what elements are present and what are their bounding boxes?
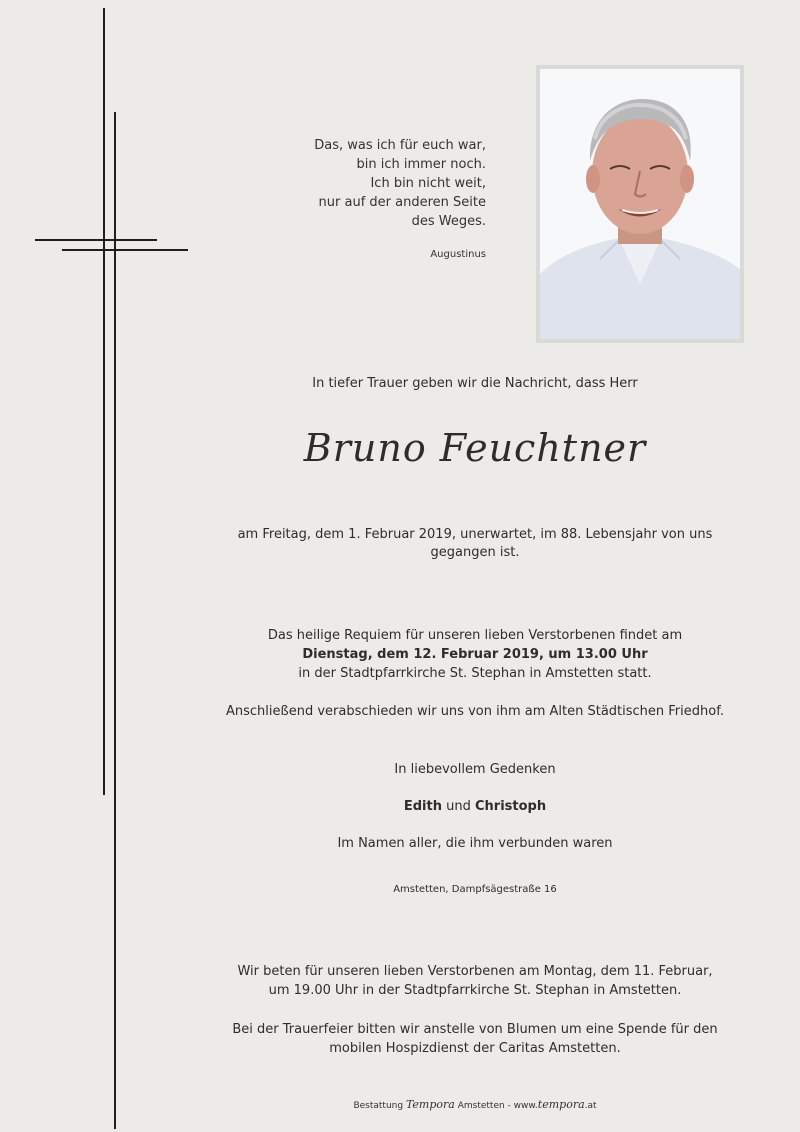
- quote-line: Ich bin nicht weit,: [370, 176, 486, 191]
- family-name-2: Christoph: [475, 799, 547, 814]
- portrait-photo: [540, 69, 740, 339]
- cross-vertical-line-right: [114, 112, 116, 1129]
- prayer-info: [150, 962, 800, 1000]
- death-notice: [150, 526, 800, 562]
- donation-line: mobilen Hospizdienst der Caritas Amstetten.: [329, 1041, 621, 1056]
- deceased-name: Bruno Feuchtner: [303, 426, 647, 470]
- cross-horizontal-line-upper: [35, 239, 157, 241]
- footer-domain: tempora: [537, 1098, 585, 1111]
- in-name-text: Im Namen aller, die ihm verbunden waren: [337, 836, 613, 851]
- family-address: Amstetten, Dampfsägestraße 16: [393, 884, 557, 895]
- family-names: [150, 797, 800, 816]
- funeral-home-footer: [150, 1098, 800, 1111]
- family-conjunction: und: [446, 799, 471, 814]
- prayer-line: um 19.00 Uhr in der Stadtpfarrkirche St. Stephan in Amstetten.: [268, 983, 682, 998]
- cross-horizontal-line-lower: [62, 249, 188, 251]
- requiem-line: in der Stadtpfarrkirche St. Stephan in Amstetten statt.: [298, 666, 652, 681]
- quote-line: des Weges.: [411, 214, 486, 229]
- donation-info: [150, 1020, 800, 1058]
- prayer-line: Wir beten für unseren lieben Verstorbenen am Montag, dem 11. Februar,: [237, 964, 713, 979]
- donation-line: Bei der Trauerfeier bitten wir anstelle von Blumen um eine Spende für den: [232, 1022, 718, 1037]
- requiem-line: Das heilige Requiem für unseren lieben Verstorbenen findet am: [267, 628, 683, 643]
- quote-line: Das, was ich für euch war,: [314, 138, 486, 153]
- requiem-date: Dienstag, dem 12. Februar 2019, um 13.00 Uhr: [302, 647, 648, 662]
- memory-text: In liebevollem Gedenken: [394, 762, 556, 777]
- family-name-1: Edith: [403, 799, 442, 814]
- death-notice-line: am Freitag, dem 1. Februar 2019, unerwartet, im 88. Lebensjahr von uns: [237, 527, 713, 542]
- portrait-photo-frame: [536, 65, 744, 343]
- quote: [314, 136, 486, 231]
- intro-text: In tiefer Trauer geben wir die Nachricht, dass Herr: [312, 376, 638, 391]
- quote-line: nur auf der anderen Seite: [318, 195, 486, 210]
- footer-middle: Amstetten - www.: [457, 1101, 538, 1111]
- footer-suffix: .at: [584, 1101, 597, 1111]
- quote-line: bin ich immer noch.: [356, 157, 486, 172]
- death-notice-line: gegangen ist.: [430, 545, 520, 560]
- burial-info: Anschließend verabschieden wir uns von ihm am Alten Städtischen Friedhof.: [226, 704, 724, 719]
- footer-prefix: Bestattung: [353, 1101, 404, 1111]
- quote-author: Augustinus: [430, 249, 486, 260]
- requiem-info: [150, 626, 800, 683]
- footer-brand: Tempora: [405, 1098, 455, 1111]
- cross-vertical-line-left: [103, 8, 105, 795]
